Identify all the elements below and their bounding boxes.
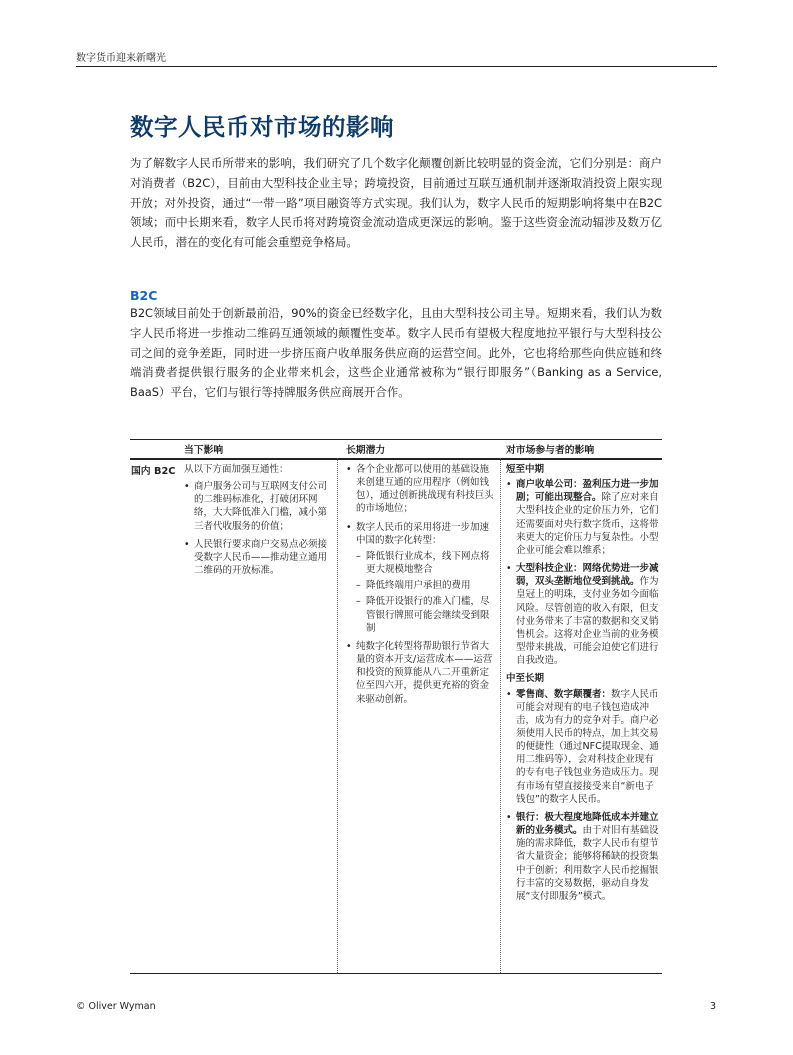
col2-sub-item: – 降低终端用户承担的费用	[356, 579, 494, 592]
intro-paragraph: 为了解数字人民币所带来的影响，我们研究了几个数字化颠覆创新比较明显的资金流，它们分别是：商户对消费者（B2C），目前由大型科技企业主导；跨境投资，目前通过互联互通机制并逐渐取消投资上限实现开放；对外投资，通过“一带一路”项目融资等方式实现。我们认为，数字人民币的短期影响将集中在B2C领域；而中长期来看，数字人民币将对跨境资金流动造成更深远的影响。鉴于这些资金流动辐涉及数万亿人民币，潜在的变化有可能会重塑竞争格局。	[130, 156, 662, 250]
col3-long-list	[506, 688, 660, 904]
column-separator	[337, 458, 338, 973]
table-header-current-impact: 当下影响	[184, 445, 224, 456]
col1-bullet: • 商户服务公司与互联网支付公司的二维码标准化，打破闭环网络，大大降低准入门槛，减小第三者代收服务的价值；	[184, 480, 332, 533]
col3-item-text: 由于对旧有基础设施的需求降低，数字人民币有望节省大量资金；能够将稀缺的投资集中于创新；利用数字人民币挖掘银行丰富的交易数据，驱动自身发展“支付即服务”模式。	[516, 825, 659, 902]
page-number: 3	[710, 1001, 717, 1012]
col2-sub-item: – 降低开设银行的准入门槛，尽管银行牌照可能会继续受到限制	[356, 595, 494, 634]
col3-item-title: 大型科技企业：网络优势进一步减弱，双头垄断地位受到挑战。	[516, 563, 659, 588]
table-row-label: 国内 B2C	[131, 466, 176, 477]
col3-item-text: 除了应对来自大型科技企业的定价压力外，它们还需要面对央行数字货币，这将带来更大的定价压力与复杂性。小型企业可能会难以维系；	[516, 492, 659, 556]
column-current-impact	[184, 463, 332, 582]
col1-intro: 从以下方面加强互通性：	[184, 464, 289, 475]
col3-item	[506, 562, 660, 667]
col3-item	[506, 478, 660, 557]
col2-bullet-text: 数字人民币的采用将进一步加速中国的数字化转型：	[356, 521, 490, 546]
col3-short-list	[506, 478, 660, 667]
running-header: 数字货币迎来新曙光	[76, 53, 166, 64]
table-bottom-rule	[130, 973, 662, 974]
col3-item-title: 零售商、数字颠覆者：	[516, 688, 612, 700]
col3-short-term-heading: 短至中期	[506, 464, 545, 475]
footer-copyright: © Oliver Wyman	[76, 1001, 156, 1012]
col2-bullets	[346, 463, 494, 706]
column-separator	[500, 458, 501, 973]
col3-item	[506, 688, 660, 806]
page-title: 数字人民币对市场的影响	[130, 113, 394, 141]
col3-item-text: 作为皇冠上的明珠，支付业务如今面临风险。尽管创造的收入有限，但支付业务带来了丰富的数据和交叉销售机会。这将对企业当前的业务模型带来挑战，可能会迫使它们进行自我改造。	[516, 576, 659, 667]
col3-item-text: 数字人民币可能会对现有的电子钱包造成冲击，成为有力的竞争对手。商户必须使用人民币的特点，加上其交易的便捷性（通过NFC提取现金、通用二维码等），会对科技企业现有的专有电子钱包业务造成压力。现有市场有望直接接受来自“新电子钱包”的数字人民币。	[516, 688, 659, 805]
col3-item	[506, 811, 660, 903]
col3-item-title: 银行：极大程度地降低成本并建立新的业务模式。	[516, 811, 659, 837]
header-rule	[76, 66, 717, 67]
table-header-rule	[130, 458, 662, 460]
col2-sub-list	[356, 550, 494, 635]
col3-long-term-heading: 中至长期	[506, 673, 545, 685]
col2-sub-item: – 降低银行业成本，线下网点将更大规模地整合	[356, 550, 494, 576]
col3-item-title: 商户收单公司：盈利压力进一步加剧；可能出现整合。	[516, 479, 659, 504]
col2-bullet	[346, 521, 494, 635]
col2-bullet: • 各个企业都可以使用的基础设施来创建互通的应用程序（例如钱包），通过创新挑战现有科技巨头的市场地位；	[346, 463, 494, 516]
column-market-impact	[506, 463, 660, 908]
section-body: B2C领域目前处于创新最前沿，90%的资金已经数字化，且由大型科技公司主导。短期来看，我们认为数字人民币将进一步推动二维码互通领域的颠覆性变革。数字人民币有望极大程度地拉平银行与大型科技公司之间的竞争差距，同时进一步挤压商户收单服务供应商的运营空间。此外，它也将给那些向供应链和终端消费者提供银行服务的企业带来机会，这些企业通常被称为“银行即服务”（Banking as a Service, BaaS）平台，它们与银行等持牌服务供应商展开合作。	[130, 306, 662, 400]
table-header-long-term-potential: 长期潜力	[346, 445, 386, 456]
table-top-rule	[130, 439, 662, 440]
col1-bullets	[184, 480, 332, 577]
col2-bullet: • 纯数字化转型将帮助银行节省大量的资本开支/运营成本——运营和投资的预算能从八二开重新定位至四六开，提供更充裕的资金来驱动创新。	[346, 640, 494, 706]
table-header-market-impact: 对市场参与者的影响	[506, 445, 595, 456]
col1-bullet: • 人民银行要求商户交易点必须接受数字人民币——推动建立通用二维码的开放标准。	[184, 538, 332, 577]
section-heading: B2C	[130, 288, 158, 303]
column-long-term-potential	[346, 463, 494, 711]
